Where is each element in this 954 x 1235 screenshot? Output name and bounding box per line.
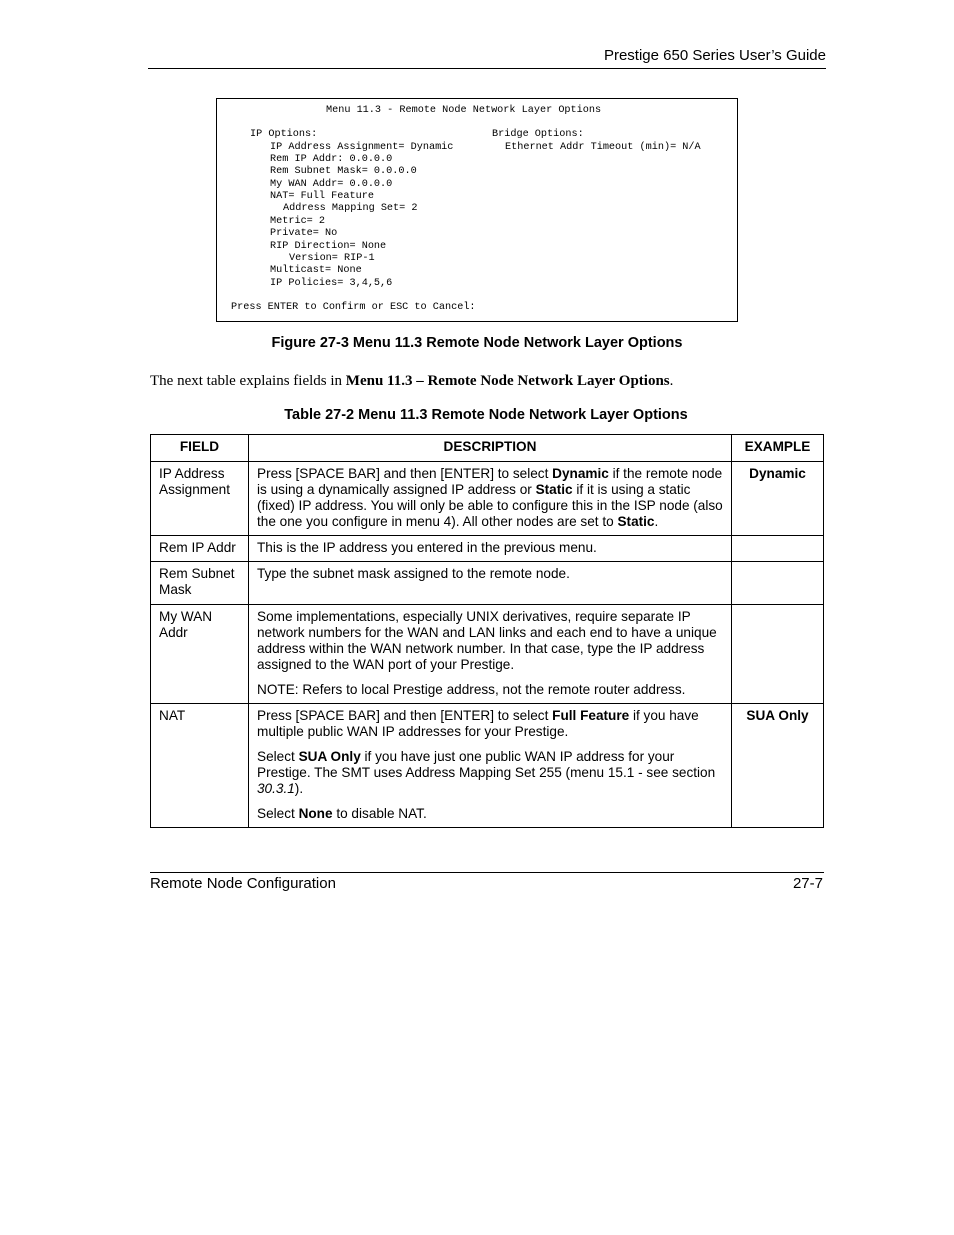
header-divider <box>148 68 826 69</box>
metric-field: Metric= 2 <box>270 216 326 227</box>
table-row <box>151 605 824 704</box>
description-cell: This is the IP address you entered in the previous menu. <box>249 536 732 562</box>
field-cell: NAT <box>151 704 249 828</box>
desc-text: Select <box>257 806 299 821</box>
col-header-description: DESCRIPTION <box>249 435 732 462</box>
desc-text: . <box>654 514 659 529</box>
example-cell <box>732 536 824 562</box>
address-mapping-set-field: Address Mapping Set= 2 <box>283 203 418 214</box>
desc-bold: None <box>298 806 333 821</box>
desc-paragraph <box>257 806 723 822</box>
field-cell: Rem Subnet Mask <box>151 562 249 605</box>
my-wan-addr-field: My WAN Addr= 0.0.0.0 <box>270 179 393 190</box>
rem-subnet-mask-field: Rem Subnet Mask= 0.0.0.0 <box>270 166 417 177</box>
fields-table <box>150 434 824 828</box>
example-cell <box>732 605 824 704</box>
table-row <box>151 562 824 605</box>
desc-text: if you have just one public WAN IP address for your Prestige. The SMT uses Address Mapping Set 255 (menu 15.1 - see section <box>257 749 716 780</box>
description-cell <box>249 605 732 704</box>
footer-divider <box>150 872 824 873</box>
desc-paragraph <box>257 708 723 740</box>
desc-bold: SUA Only <box>298 749 361 764</box>
example-cell: Dynamic <box>732 462 824 536</box>
intro-menu-name: Menu 11.3 – Remote Node Network Layer Options <box>345 373 670 389</box>
nat-field: NAT= Full Feature <box>270 191 374 202</box>
desc-bold: Static <box>617 514 655 529</box>
intro-paragraph <box>150 373 673 390</box>
bridge-options-label: Bridge Options: <box>492 129 584 140</box>
private-field: Private= No <box>270 228 338 239</box>
multicast-field: Multicast= None <box>270 265 362 276</box>
example-cell: SUA Only <box>732 704 824 828</box>
field-cell: My WAN Addr <box>151 605 249 704</box>
desc-text: if it is using a static (fixed) IP address. You will only be able to configure this in the ISP node (also the one you configure in menu 4). All other nodes are set to <box>257 482 723 529</box>
intro-text: The next table explains fields in <box>150 373 346 389</box>
desc-note: NOTE: Refers to local Prestige address, not the remote router address. <box>257 682 686 697</box>
ethernet-timeout-field: Ethernet Addr Timeout (min)= N/A <box>505 142 701 153</box>
desc-paragraph <box>257 749 723 797</box>
desc-text: Press [SPACE BAR] and then [ENTER] to select <box>257 708 553 723</box>
confirm-prompt: Press ENTER to Confirm or ESC to Cancel: <box>231 302 476 313</box>
footer-page-number: 27-7 <box>792 875 823 892</box>
rip-version-field: Version= RIP-1 <box>289 253 375 264</box>
rem-ip-addr-field: Rem IP Addr: 0.0.0.0 <box>270 154 393 165</box>
field-cell: IP Address Assignment <box>151 462 249 536</box>
ip-options-label: IP Options: <box>250 129 318 140</box>
table-row <box>151 704 824 828</box>
desc-text: Press [SPACE BAR] and then [ENTER] to select <box>257 466 553 481</box>
desc-bold: Dynamic <box>552 466 609 481</box>
desc-bold: Full Feature <box>552 708 630 723</box>
section-reference: 30.3.1 <box>257 781 295 796</box>
rip-direction-field: RIP Direction= None <box>270 241 387 252</box>
desc-text: if the remote node is using a dynamically assigned IP address or <box>257 466 723 497</box>
example-cell <box>732 562 824 605</box>
description-cell <box>249 704 732 828</box>
table-caption: Table 27-2 Menu 11.3 Remote Node Network Layer Options <box>284 407 688 423</box>
menu-title: Menu 11.3 - Remote Node Network Layer Options <box>326 105 602 116</box>
field-cell: Rem IP Addr <box>151 536 249 562</box>
figure-caption: Figure 27-3 Menu 11.3 Remote Node Network Layer Options <box>271 335 683 351</box>
desc-text: ). <box>294 781 304 796</box>
desc-text: Select <box>257 749 299 764</box>
ip-address-assignment-field: IP Address Assignment= Dynamic <box>270 142 454 153</box>
col-header-field: FIELD <box>151 435 249 462</box>
table-row <box>151 536 824 562</box>
page-header-title: Prestige 650 Series User’s Guide <box>603 47 826 64</box>
intro-end: . <box>669 373 674 389</box>
desc-text: if you have multiple public WAN IP addresses for your Prestige. <box>257 708 699 739</box>
smt-menu-screen <box>216 98 738 322</box>
description-cell <box>249 462 732 536</box>
ip-policies-field: IP Policies= 3,4,5,6 <box>270 278 393 289</box>
description-cell: Type the subnet mask assigned to the remote node. <box>249 562 732 605</box>
table-row <box>151 462 824 536</box>
col-header-example: EXAMPLE <box>732 435 824 462</box>
desc-bold: Static <box>535 482 573 497</box>
desc-paragraph: Some implementations, especially UNIX derivatives, require separate IP network numbers for the WAN and LAN links and each end to have a unique address within the WAN network number. In that case, type the IP address assigned to the WAN port of your Prestige. <box>257 609 717 672</box>
table-header-row <box>151 435 824 462</box>
footer-section-title: Remote Node Configuration <box>150 875 336 892</box>
desc-text: to disable NAT. <box>332 806 427 821</box>
